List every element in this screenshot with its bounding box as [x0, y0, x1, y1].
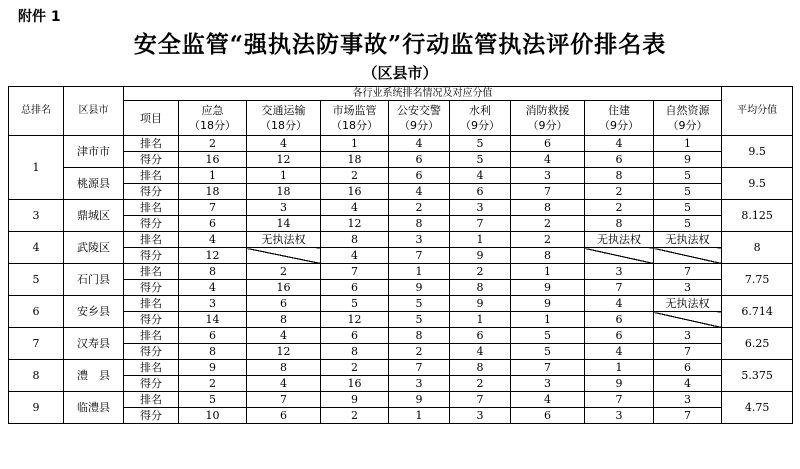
rank-value-cell: 无执法权	[247, 232, 321, 248]
score-value-cell	[247, 248, 321, 264]
rank-value-cell: 7	[389, 360, 450, 376]
score-value-cell: 5	[654, 184, 722, 200]
rank-value-cell: 6	[247, 296, 321, 312]
rank-value-cell: 9	[511, 296, 585, 312]
rank-value-cell: 1	[450, 232, 511, 248]
score-value-cell: 18	[321, 152, 389, 168]
score-value-cell: 6	[450, 184, 511, 200]
average-cell: 4.75	[722, 392, 793, 424]
rank-value-cell: 4	[585, 296, 654, 312]
item-label-cell: 得分	[124, 280, 179, 296]
total-rank-cell: 6	[9, 296, 64, 328]
score-value-cell: 3	[654, 280, 722, 296]
header-column-score: （18分）	[189, 119, 236, 132]
score-value-cell: 16	[179, 152, 247, 168]
rank-value-cell: 7	[321, 264, 389, 280]
rank-value-cell: 8	[321, 232, 389, 248]
score-value-cell: 9	[511, 280, 585, 296]
header-column-name: 市场监管	[332, 104, 377, 117]
score-value-cell: 4	[389, 184, 450, 200]
score-value-cell: 7	[389, 248, 450, 264]
score-value-cell: 6	[321, 280, 389, 296]
rank-value-cell: 4	[389, 136, 450, 152]
score-value-cell: 14	[179, 312, 247, 328]
item-label-cell: 排名	[124, 328, 179, 344]
score-value-cell: 8	[450, 280, 511, 296]
header-column-name: 应急	[201, 104, 224, 117]
rank-value-cell: 6	[450, 328, 511, 344]
table-row	[9, 408, 793, 424]
header-column-score: （18分）	[260, 119, 307, 132]
header-column	[654, 101, 722, 136]
item-label-cell: 得分	[124, 408, 179, 424]
score-value-cell: 2	[389, 344, 450, 360]
average-cell: 9.5	[722, 136, 793, 168]
rank-value-cell: 3	[654, 328, 722, 344]
header-group: 各行业系统排名情况及对应分值	[124, 87, 722, 101]
score-value-cell	[585, 248, 654, 264]
rank-value-cell: 9	[389, 392, 450, 408]
header-column	[585, 101, 654, 136]
rank-value-cell: 8	[389, 328, 450, 344]
item-label-cell: 排名	[124, 264, 179, 280]
total-rank-cell: 9	[9, 392, 64, 424]
table-row	[9, 312, 793, 328]
rank-value-cell: 4	[511, 392, 585, 408]
average-cell: 9.5	[722, 168, 793, 200]
rank-value-cell: 1	[321, 136, 389, 152]
average-cell: 5.375	[722, 360, 793, 392]
item-label-cell: 得分	[124, 152, 179, 168]
score-value-cell: 4	[321, 248, 389, 264]
score-value-cell: 8	[511, 248, 585, 264]
item-label-cell: 排名	[124, 136, 179, 152]
total-rank-cell: 3	[9, 200, 64, 232]
header-item: 项目	[124, 101, 179, 136]
rank-value-cell: 2	[179, 136, 247, 152]
score-value-cell: 6	[585, 152, 654, 168]
rank-value-cell: 7	[511, 360, 585, 376]
score-value-cell	[654, 312, 722, 328]
rank-value-cell: 9	[321, 392, 389, 408]
rank-value-cell: 6	[654, 360, 722, 376]
score-value-cell: 9	[654, 152, 722, 168]
rank-value-cell: 3	[585, 264, 654, 280]
rank-value-cell: 2	[321, 168, 389, 184]
rank-value-cell: 6	[321, 328, 389, 344]
score-value-cell: 4	[179, 280, 247, 296]
total-rank-cell: 8	[9, 360, 64, 392]
score-value-cell: 4	[511, 152, 585, 168]
rank-value-cell: 1	[247, 168, 321, 184]
table-row	[9, 232, 793, 248]
header-county: 区县市	[64, 87, 124, 136]
rank-value-cell: 5	[321, 296, 389, 312]
header-column	[511, 101, 585, 136]
rank-value-cell: 5	[450, 136, 511, 152]
average-cell: 8	[722, 232, 793, 264]
county-name-cell: 安乡县	[64, 296, 124, 328]
rank-value-cell: 4	[247, 136, 321, 152]
county-name-cell: 澧 县	[64, 360, 124, 392]
rank-value-cell: 4	[179, 232, 247, 248]
score-value-cell: 18	[247, 184, 321, 200]
score-value-cell: 10	[179, 408, 247, 424]
rank-value-cell: 9	[179, 360, 247, 376]
score-value-cell: 2	[179, 376, 247, 392]
score-value-cell: 16	[247, 280, 321, 296]
score-value-cell: 3	[389, 376, 450, 392]
total-rank-cell: 7	[9, 328, 64, 360]
table-row	[9, 296, 793, 312]
table-row	[9, 168, 793, 184]
rank-value-cell: 5	[654, 168, 722, 184]
score-value-cell: 16	[321, 376, 389, 392]
score-value-cell: 9	[389, 280, 450, 296]
score-value-cell: 8	[389, 216, 450, 232]
header-column	[389, 101, 450, 136]
header-column	[179, 101, 247, 136]
header-column-score: （9分）	[527, 119, 568, 132]
score-value-cell: 8	[321, 344, 389, 360]
score-value-cell: 6	[511, 408, 585, 424]
score-value-cell: 2	[585, 184, 654, 200]
score-value-cell: 9	[585, 376, 654, 392]
rank-value-cell: 5	[179, 392, 247, 408]
rank-value-cell: 7	[450, 392, 511, 408]
rank-value-cell: 9	[450, 296, 511, 312]
item-label-cell: 排名	[124, 296, 179, 312]
rank-value-cell: 4	[585, 136, 654, 152]
item-label-cell: 排名	[124, 232, 179, 248]
county-name-cell: 鼎城区	[64, 200, 124, 232]
rank-value-cell: 3	[511, 168, 585, 184]
county-name-cell: 武陵区	[64, 232, 124, 264]
page-title: 安全监管“强执法防事故”行动监管执法评价排名表	[133, 31, 667, 58]
county-name-cell: 津市市	[64, 136, 124, 168]
rank-value-cell: 2	[585, 200, 654, 216]
county-name-cell: 汉寿县	[64, 328, 124, 360]
item-label-cell: 得分	[124, 376, 179, 392]
header-column-score: （9分）	[599, 119, 639, 132]
score-value-cell: 1	[389, 408, 450, 424]
rank-value-cell: 6	[511, 136, 585, 152]
score-value-cell: 1	[450, 312, 511, 328]
score-value-cell: 4	[654, 376, 722, 392]
score-value-cell: 6	[389, 152, 450, 168]
rank-value-cell: 8	[585, 168, 654, 184]
item-label-cell: 排名	[124, 392, 179, 408]
rank-value-cell: 1	[654, 136, 722, 152]
score-value-cell: 2	[321, 408, 389, 424]
average-cell: 6.25	[722, 328, 793, 360]
header-column-name: 公安交警	[397, 104, 441, 117]
rank-value-cell: 6	[585, 328, 654, 344]
average-cell: 8.125	[722, 200, 793, 232]
rank-value-cell: 6	[179, 328, 247, 344]
item-label-cell: 得分	[124, 312, 179, 328]
rank-value-cell: 3	[654, 392, 722, 408]
score-value-cell: 4	[247, 376, 321, 392]
header-column-score: （9分）	[460, 119, 500, 132]
table-row	[9, 136, 793, 152]
score-value-cell: 8	[585, 216, 654, 232]
score-value-cell: 7	[511, 184, 585, 200]
rank-value-cell: 4	[450, 168, 511, 184]
rank-value-cell: 1	[511, 264, 585, 280]
header-column-score: （18分）	[331, 119, 378, 132]
score-value-cell: 6	[247, 408, 321, 424]
score-value-cell: 7	[585, 280, 654, 296]
score-value-cell: 12	[247, 344, 321, 360]
total-rank-cell: 5	[9, 264, 64, 296]
score-value-cell: 7	[654, 344, 722, 360]
score-value-cell	[654, 248, 722, 264]
rank-value-cell: 无执法权	[585, 232, 654, 248]
county-name-cell: 桃源县	[64, 168, 124, 200]
table-row	[9, 376, 793, 392]
score-value-cell: 3	[585, 408, 654, 424]
rank-value-cell: 4	[247, 328, 321, 344]
table-row	[9, 184, 793, 200]
table-row	[9, 360, 793, 376]
total-rank-cell: 4	[9, 232, 64, 264]
score-value-cell: 16	[321, 184, 389, 200]
item-label-cell: 排名	[124, 168, 179, 184]
ranking-table	[8, 86, 793, 424]
header-column-name: 交通运输	[261, 104, 306, 117]
item-label-cell: 得分	[124, 216, 179, 232]
rank-value-cell: 3	[179, 296, 247, 312]
table-row	[9, 344, 793, 360]
score-value-cell: 5	[511, 344, 585, 360]
rank-value-cell: 8	[450, 360, 511, 376]
score-value-cell: 2	[450, 376, 511, 392]
table-row	[9, 152, 793, 168]
rank-value-cell: 2	[247, 264, 321, 280]
rank-value-cell: 4	[321, 200, 389, 216]
score-value-cell: 14	[247, 216, 321, 232]
rank-value-cell: 3	[247, 200, 321, 216]
rank-value-cell: 7	[179, 200, 247, 216]
rank-value-cell: 无执法权	[654, 296, 722, 312]
score-value-cell: 4	[585, 344, 654, 360]
header-column-score: （9分）	[667, 119, 708, 132]
rank-value-cell: 2	[389, 200, 450, 216]
rank-value-cell: 7	[247, 392, 321, 408]
rank-value-cell: 5	[389, 296, 450, 312]
score-value-cell: 7	[654, 408, 722, 424]
header-column-name: 自然资源	[665, 104, 710, 117]
score-value-cell: 18	[179, 184, 247, 200]
rank-value-cell: 1	[389, 264, 450, 280]
score-value-cell: 6	[585, 312, 654, 328]
rank-value-cell: 8	[511, 200, 585, 216]
rank-value-cell: 5	[654, 200, 722, 216]
table-row	[9, 392, 793, 408]
average-cell: 7.75	[722, 264, 793, 296]
score-value-cell: 8	[179, 344, 247, 360]
score-value-cell: 1	[511, 312, 585, 328]
table-row	[9, 328, 793, 344]
score-value-cell: 12	[179, 248, 247, 264]
score-value-cell: 4	[450, 344, 511, 360]
header-average: 平均分值	[722, 87, 793, 136]
average-cell: 6.714	[722, 296, 793, 328]
score-value-cell: 3	[511, 376, 585, 392]
rank-value-cell: 2	[450, 264, 511, 280]
header-column	[450, 101, 511, 136]
rank-value-cell: 8	[179, 264, 247, 280]
item-label-cell: 得分	[124, 184, 179, 200]
attachment-label: 附件 1	[18, 9, 61, 25]
header-column-name: 水利	[469, 104, 491, 117]
score-value-cell: 7	[450, 216, 511, 232]
item-label-cell: 排名	[124, 360, 179, 376]
table-row	[9, 264, 793, 280]
rank-value-cell: 7	[585, 392, 654, 408]
header-column-score: （9分）	[399, 119, 439, 132]
item-label-cell: 得分	[124, 248, 179, 264]
page-subtitle: （区县市）	[362, 64, 438, 82]
item-label-cell: 排名	[124, 200, 179, 216]
score-value-cell: 8	[247, 312, 321, 328]
rank-value-cell: 无执法权	[654, 232, 722, 248]
table-row	[9, 200, 793, 216]
rank-value-cell: 5	[511, 328, 585, 344]
header-total-rank: 总排名	[9, 87, 64, 136]
header-column-name: 消防救援	[525, 104, 570, 117]
rank-value-cell: 6	[389, 168, 450, 184]
score-value-cell: 6	[179, 216, 247, 232]
score-value-cell: 2	[511, 216, 585, 232]
rank-value-cell: 8	[247, 360, 321, 376]
rank-value-cell: 3	[389, 232, 450, 248]
header-column	[321, 101, 389, 136]
rank-value-cell: 1	[179, 168, 247, 184]
score-value-cell: 5	[654, 216, 722, 232]
table-row	[9, 280, 793, 296]
county-name-cell: 临澧县	[64, 392, 124, 424]
header-column-name: 住建	[608, 104, 630, 117]
rank-value-cell: 3	[450, 200, 511, 216]
table-row	[9, 248, 793, 264]
table-row	[9, 216, 793, 232]
score-value-cell: 3	[450, 408, 511, 424]
score-value-cell: 12	[321, 216, 389, 232]
score-value-cell: 5	[450, 152, 511, 168]
rank-value-cell: 2	[321, 360, 389, 376]
score-value-cell: 12	[321, 312, 389, 328]
score-value-cell: 5	[389, 312, 450, 328]
score-value-cell: 12	[247, 152, 321, 168]
score-value-cell: 9	[450, 248, 511, 264]
rank-value-cell: 2	[511, 232, 585, 248]
county-name-cell: 石门县	[64, 264, 124, 296]
rank-value-cell: 1	[585, 360, 654, 376]
total-rank-cell: 1	[9, 136, 64, 200]
header-column	[247, 101, 321, 136]
item-label-cell: 得分	[124, 344, 179, 360]
rank-value-cell: 7	[654, 264, 722, 280]
